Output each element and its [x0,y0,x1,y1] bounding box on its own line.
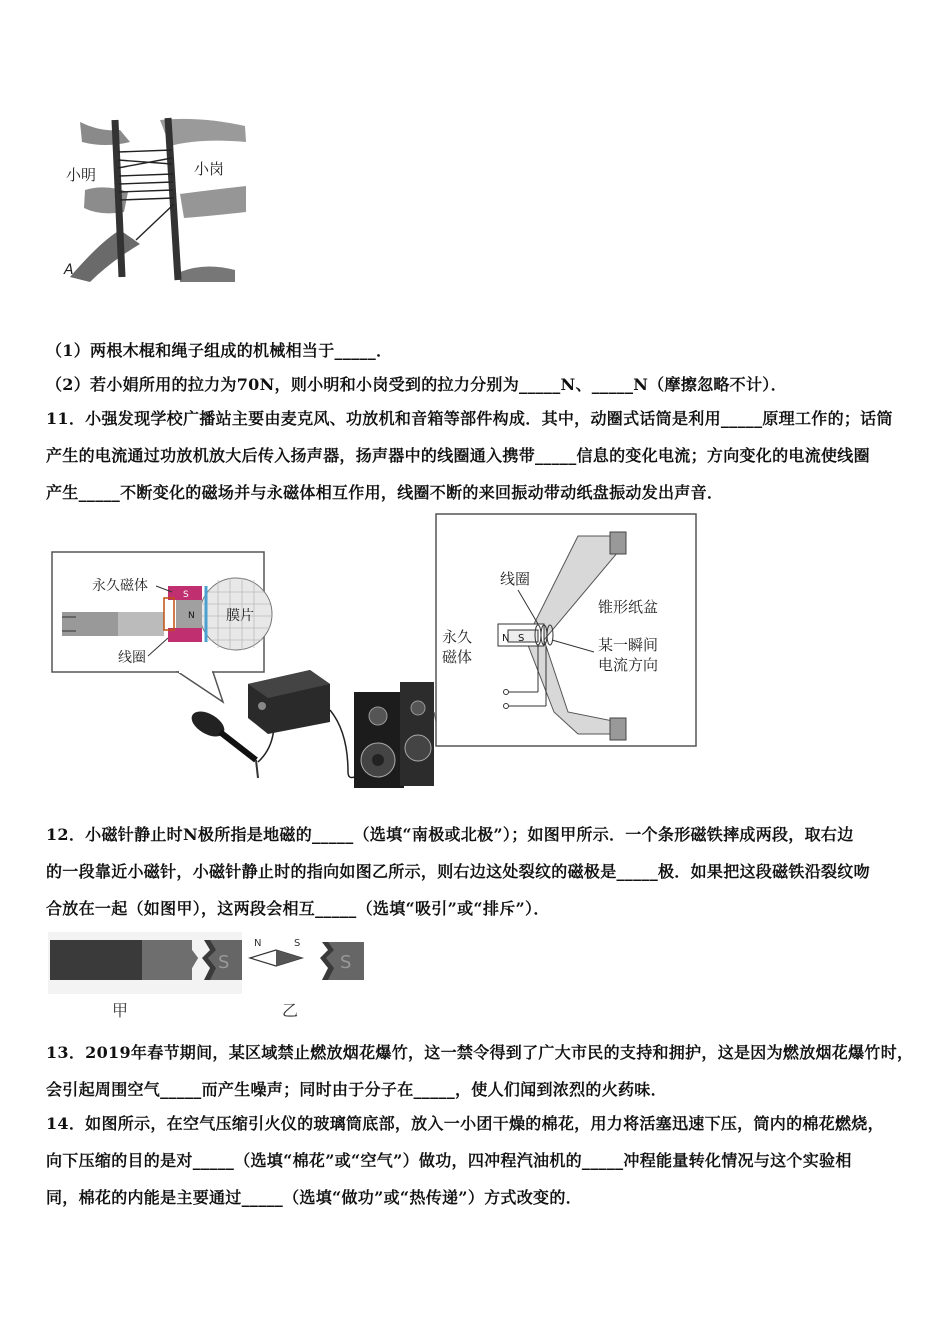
spk-pole-s: S [518,633,525,644]
q14-line2: 向下压缩的目的是对_____（选填“棉花”或“空气”）做功，四冲程汽油机的_____冲程能量转化情况与这个实验相 [46,1151,852,1170]
magnet-pole-s-a: S [218,952,230,973]
mic-pole-n: N [188,611,195,621]
spk-label-coil: 线圈 [500,570,531,588]
spk-label-magnet-2: 磁体 [442,648,473,666]
q12-line1: 12．小磁针静止时N极所指是地磁的_____（选填“南极或北极”）；如图甲所示．一个条形磁铁摔成两段，取右边 [46,825,854,844]
q11-line3: 产生_____不断变化的磁场并与永磁体相互作用，线圈不断的来回振动带动纸盘振动发出声音． [46,483,724,502]
broadcast-system-figure [48,512,700,792]
spk-label-current-2: 电流方向 [598,656,659,674]
caption-jia: 甲 [112,1001,129,1020]
sticks-rope-figure [60,112,250,284]
mic-pole-s: S [183,590,189,600]
label-a: A [64,262,74,278]
q11-line1: 11．小强发现学校广播站主要由麦克风、功放机和音箱等部件构成．其中，动圈式话筒是利用_____原理工作的；话筒 [46,409,893,428]
q10-part1: （1）两根木棍和绳子组成的机械相当于_____． [46,341,393,360]
needle-s: S [294,938,301,949]
caption-yi: 乙 [282,1001,299,1020]
spk-pole-n: N [502,633,510,644]
q14-line3: 同，棉花的内能是主要通过_____（选填“做功”或“热传递”）方式改变的． [46,1188,582,1207]
needle-n: N [254,938,262,949]
spk-label-current-1: 某一瞬间 [598,636,659,654]
q13-line2: 会引起周围空气_____而产生噪声；同时由于分子在_____，使人们闻到浓烈的火药味． [46,1080,667,1099]
q12-line2: 的一段靠近小磁针，小磁针静止时的指向如图乙所示，则右边这处裂纹的磁极是_____极．如果把这段磁铁沿裂纹吻 [46,862,870,881]
mic-label-diaphragm: 膜片 [226,608,254,624]
q10-part2: （2）若小娟所用的拉力为70N，则小明和小岗受到的拉力分别为_____N、_____N（摩擦忽略不计）． [46,375,787,394]
q12-line3: 合放在一起（如图甲），这两段会相互_____（选填“吸引”或“排斥”）． [46,899,550,918]
bar-magnet-figure [46,928,370,1022]
q13-line1: 13．2019年春节期间，某区域禁止燃放烟花爆竹，这一禁令得到了广大市民的支持和拥护，这是因为燃放烟花爆竹时， [46,1043,914,1062]
mic-label-magnet: 永久磁体 [92,578,148,594]
magnet-pole-s-b: S [340,952,352,973]
label-xiaoming: 小明 [66,166,97,184]
q14-line1: 14．如图所示，在空气压缩引火仪的玻璃筒底部，放入一小团干燥的棉花，用力将活塞迅速下压，筒内的棉花燃烧， [46,1114,884,1133]
label-xiaogang: 小岗 [194,160,225,178]
q11-line2: 产生的电流通过功放机放大后传入扬声器，扬声器中的线圈通入携带_____信息的变化电流；方向变化的电流使线圈 [46,446,870,465]
spk-label-cone: 锥形纸盆 [598,598,659,616]
mic-label-coil: 线圈 [118,650,146,666]
spk-label-magnet-1: 永久 [442,628,473,646]
